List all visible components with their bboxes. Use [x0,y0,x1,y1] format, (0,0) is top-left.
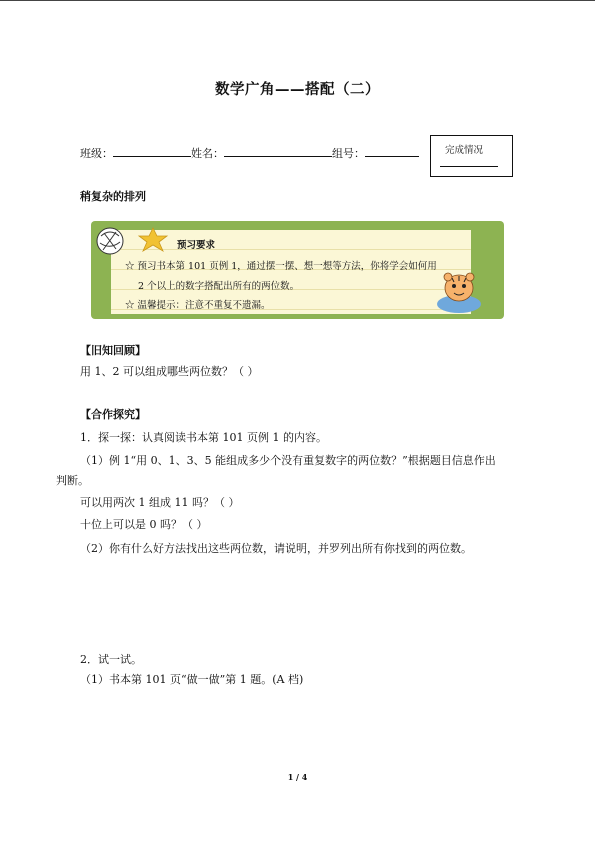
section-heading: 稍复杂的排列 [80,190,146,203]
explore-heading: 【合作探究】 [80,408,146,421]
top-rule [0,0,595,1]
name-field[interactable] [224,146,332,157]
group-label: 组号： [332,147,365,160]
class-field[interactable] [113,146,191,157]
status-label: 完成情况 [445,145,484,156]
explore-question-2: 可以用两次 1 组成 11 吗？（ ） [80,496,240,509]
page-number: 1 / 4 [287,772,308,782]
preview-line-2: 2 个以上的数字搭配出所有的两位数。 [138,281,300,292]
explore-question-5: （1）书本第 101 页“做一做”第 1 题。(A 档) [80,673,304,686]
explore-question-1b: 判断。 [56,474,89,487]
preview-heading: 预习要求 [177,240,216,251]
status-field[interactable] [440,166,498,167]
preview-line-1: ☆ 预习书本第 101 页例 1，通过摆一摆、想一想等方法，你将学会如何用 [125,261,437,272]
class-label: 班级： [80,147,113,160]
student-info-row [80,145,419,161]
page-title: 数学广角——搭配（二） [215,82,380,98]
review-question: 用 1、2 可以组成哪些两位数？（ ） [80,365,259,378]
explore-question-4: （2）你有什么好方法找出这些两位数，请说明，并罗列出所有你找到的两位数。 [80,542,472,555]
name-label: 姓名： [191,147,224,160]
scribble-illustration-icon [93,224,127,258]
explore-item-1: 1．探一探：认真阅读书本第 101 页例 1 的内容。 [80,431,327,444]
explore-question-1a: （1）例 1“用 0、1、3、5 能组成多少个没有重复数字的两位数？”根据题目信息作出 [80,454,496,467]
group-field[interactable] [365,146,419,157]
completion-status-box [430,135,513,177]
review-heading: 【旧知回顾】 [80,344,146,357]
star-icon [133,227,173,253]
explore-question-3: 十位上可以是 0 吗？（ ） [80,518,208,531]
tiger-mascot-icon [434,268,484,314]
preview-line-3: ☆ 温馨提示：注意不重复不遗漏。 [125,300,271,311]
explore-item-2: 2．试一试。 [80,653,142,666]
